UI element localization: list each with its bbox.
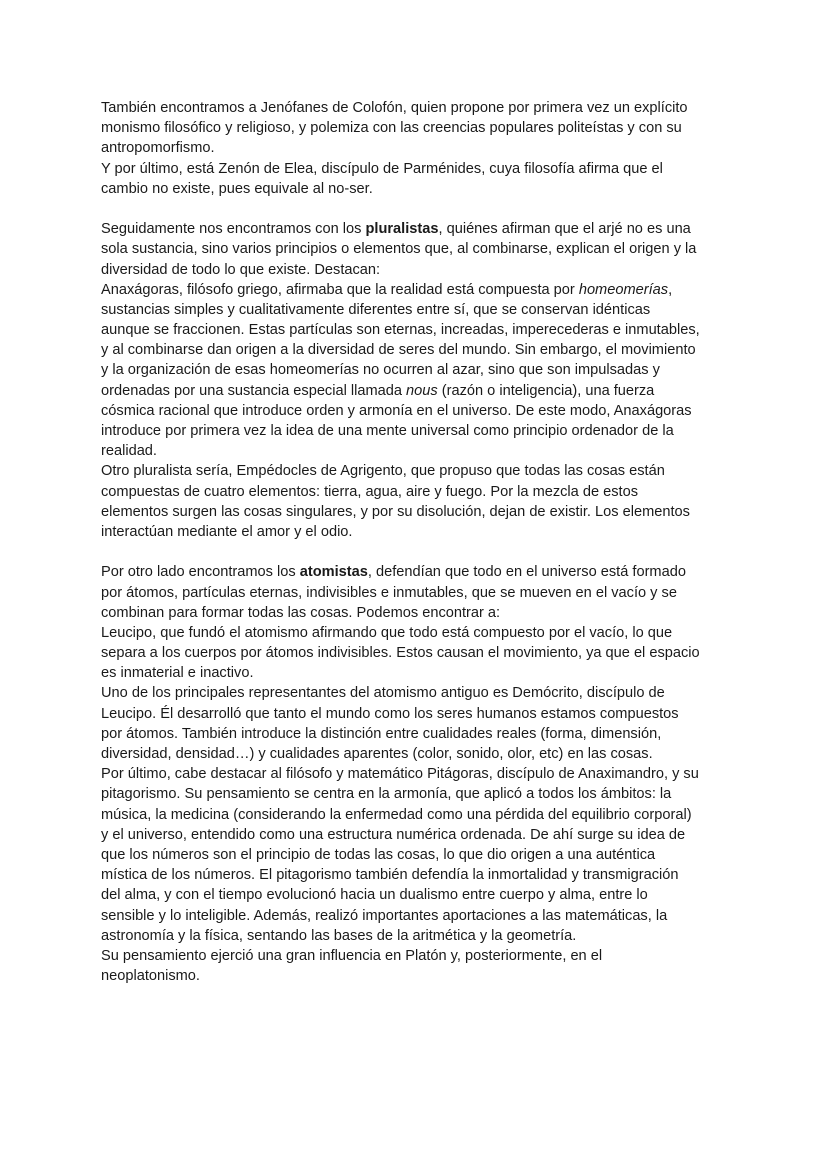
bold-term-pluralistas: pluralistas: [365, 221, 439, 238]
paragraph-spacer: [101, 542, 733, 562]
text-line: separa a los cuerpos por átomos indivisibles. Estos causan el movimiento, ya que el espacio: [101, 645, 700, 662]
text-line: [101, 219, 733, 239]
text-line: Leucipo, que fundó el atomismo afirmando que todo está compuesto por el vacío, lo que: [101, 624, 673, 641]
text-line: música, la medicina (considerando la enfermedad como una pérdida del equilibrio corporal): [101, 806, 692, 823]
paragraph-pitagoras: [101, 764, 733, 946]
text-line: realidad.: [101, 443, 157, 460]
italic-term-homeomerias: homeomerías: [578, 281, 669, 298]
text-line: Y por último, está Zenón de Elea, discípulo de Parménides, cuya filosofía afirma que el: [101, 160, 663, 177]
text-line: cambio no existe, pues equivale al no-ser.: [101, 180, 373, 197]
paragraph-pluralistas: [101, 219, 733, 280]
paragraph-democrito: [101, 683, 733, 764]
text-run: Seguidamente nos encontramos con los: [101, 221, 366, 238]
text-line: astronomía y la física, sentando las bases de la aritmética y la geometría.: [101, 927, 577, 944]
text-line: compuestas de cuatro elementos: tierra, agua, aire y fuego. Por la mezcla de estos: [101, 483, 639, 500]
text-line: También encontramos a Jenófanes de Colofón, quien propone por primera vez un explícito: [101, 100, 688, 116]
text-line: combinan para formar todas las cosas. Podemos encontrar a:: [101, 604, 501, 621]
text-line: pitagorismo. Su pensamiento se centra en la armonía, que aplicó a todos los ámbitos: la: [101, 786, 672, 803]
text-line: que los números son el principio de todas las cosas, lo que dio origen a una auténtica: [101, 846, 656, 863]
text-line: y la organización de esas homeomerías no ocurren al azar, sino que son impulsadas y: [101, 362, 660, 379]
text-line: del alma, y con el tiempo evolucionó hacia un dualismo entre cuerpo y alma, entre lo: [101, 887, 648, 904]
bold-term-atomistas: atomistas: [299, 564, 368, 581]
text-line: por átomos, partículas eternas, indivisibles e inmutables, que se mueven en el vacío y se: [101, 584, 677, 601]
text-line: Su pensamiento ejerció una gran influencia en Platón y, posteriormente, en el: [101, 947, 603, 964]
text-line: elementos surgen las cosas singulares, y por su disolución, dejan de existir. Los elementos: [101, 503, 690, 520]
paragraph-atomistas: [101, 562, 733, 623]
paragraph-empedocles: [101, 461, 733, 542]
text-run: Anaxágoras, filósofo griego, afirmaba que la realidad está compuesta por: [101, 281, 579, 298]
text-line: antropomorfismo.: [101, 140, 215, 157]
text-line: es inmaterial e inactivo.: [101, 665, 254, 682]
text-line: aunque se fraccionen. Estas partículas son eternas, increadas, imperecederas e inmutables,: [101, 322, 700, 339]
paragraph-spacer: [101, 199, 733, 219]
text-run: , defendían que todo en el universo está formado: [367, 564, 686, 581]
paragraph-leucipo: [101, 623, 733, 684]
text-line: Uno de los principales representantes del atomismo antiguo es Demócrito, discípulo de: [101, 685, 665, 702]
text-run: ordenadas por una sustancia especial llamada: [101, 382, 407, 399]
text-line: mística de los números. El pitagorismo también defendía la inmortalidad y transmigración: [101, 867, 679, 884]
text-line: sustancias simples y cualitativamente diferentes entre sí, que se conservan idénticas: [101, 301, 651, 318]
text-line: sensible y lo inteligible. Además, realizó importantes aportaciones a las matemáticas, la: [101, 907, 668, 924]
text-line: y el universo, entendido como una estructura numérica ordenada. De ahí surge su idea de: [101, 826, 686, 843]
paragraph-anaxagoras: [101, 280, 733, 462]
text-line: [101, 280, 733, 300]
text-line: sola sustancia, sino varios principios o elementos que, al combinarse, explican el origen y la: [101, 241, 697, 258]
text-line: [101, 562, 733, 582]
text-line: monismo filosófico y religioso, y polemiza con las creencias populares politeístas y con su: [101, 120, 682, 137]
paragraph-influencia: [101, 946, 733, 986]
text-line: por átomos. También introduce la distinción entre cualidades reales (forma, dimensión,: [101, 725, 662, 742]
text-line: neoplatonismo.: [101, 968, 200, 985]
text-run: ,: [668, 281, 673, 298]
text-line: diversidad de todo lo que existe. Destacan:: [101, 261, 381, 278]
text-run: (razón o inteligencia), una fuerza: [437, 382, 655, 399]
text-line: Otro pluralista sería, Empédocles de Agrigento, que propuso que todas las cosas están: [101, 463, 665, 480]
paragraph-jenofanes: [101, 98, 733, 159]
text-line: interactúan mediante el amor y el odio.: [101, 523, 353, 540]
document-page: [101, 98, 733, 986]
text-line: y al combinarse dan origen a la diversidad de seres del mundo. Sin embargo, el movimiento: [101, 342, 696, 359]
text-line: diversidad, densidad…) y cualidades aparentes (color, sonido, olor, etc) en las cosas.: [101, 746, 653, 762]
italic-term-nous: nous: [406, 382, 438, 399]
text-line: [101, 381, 733, 401]
paragraph-zenon: [101, 159, 733, 199]
text-run: , quiénes afirman que el arjé no es una: [438, 221, 691, 238]
text-run: Por otro lado encontramos los: [101, 564, 300, 581]
text-line: Por último, cabe destacar al filósofo y matemático Pitágoras, discípulo de Anaximandro, y su: [101, 766, 699, 783]
text-line: Leucipo. Él desarrolló que tanto el mundo como los seres humanos estamos compuestos: [101, 705, 679, 722]
text-line: introduce por primera vez la idea de una mente universal como principio ordenador de la: [101, 423, 674, 439]
text-line: cósmica racional que introduce orden y armonía en el universo. De este modo, Anaxágoras: [101, 402, 692, 419]
